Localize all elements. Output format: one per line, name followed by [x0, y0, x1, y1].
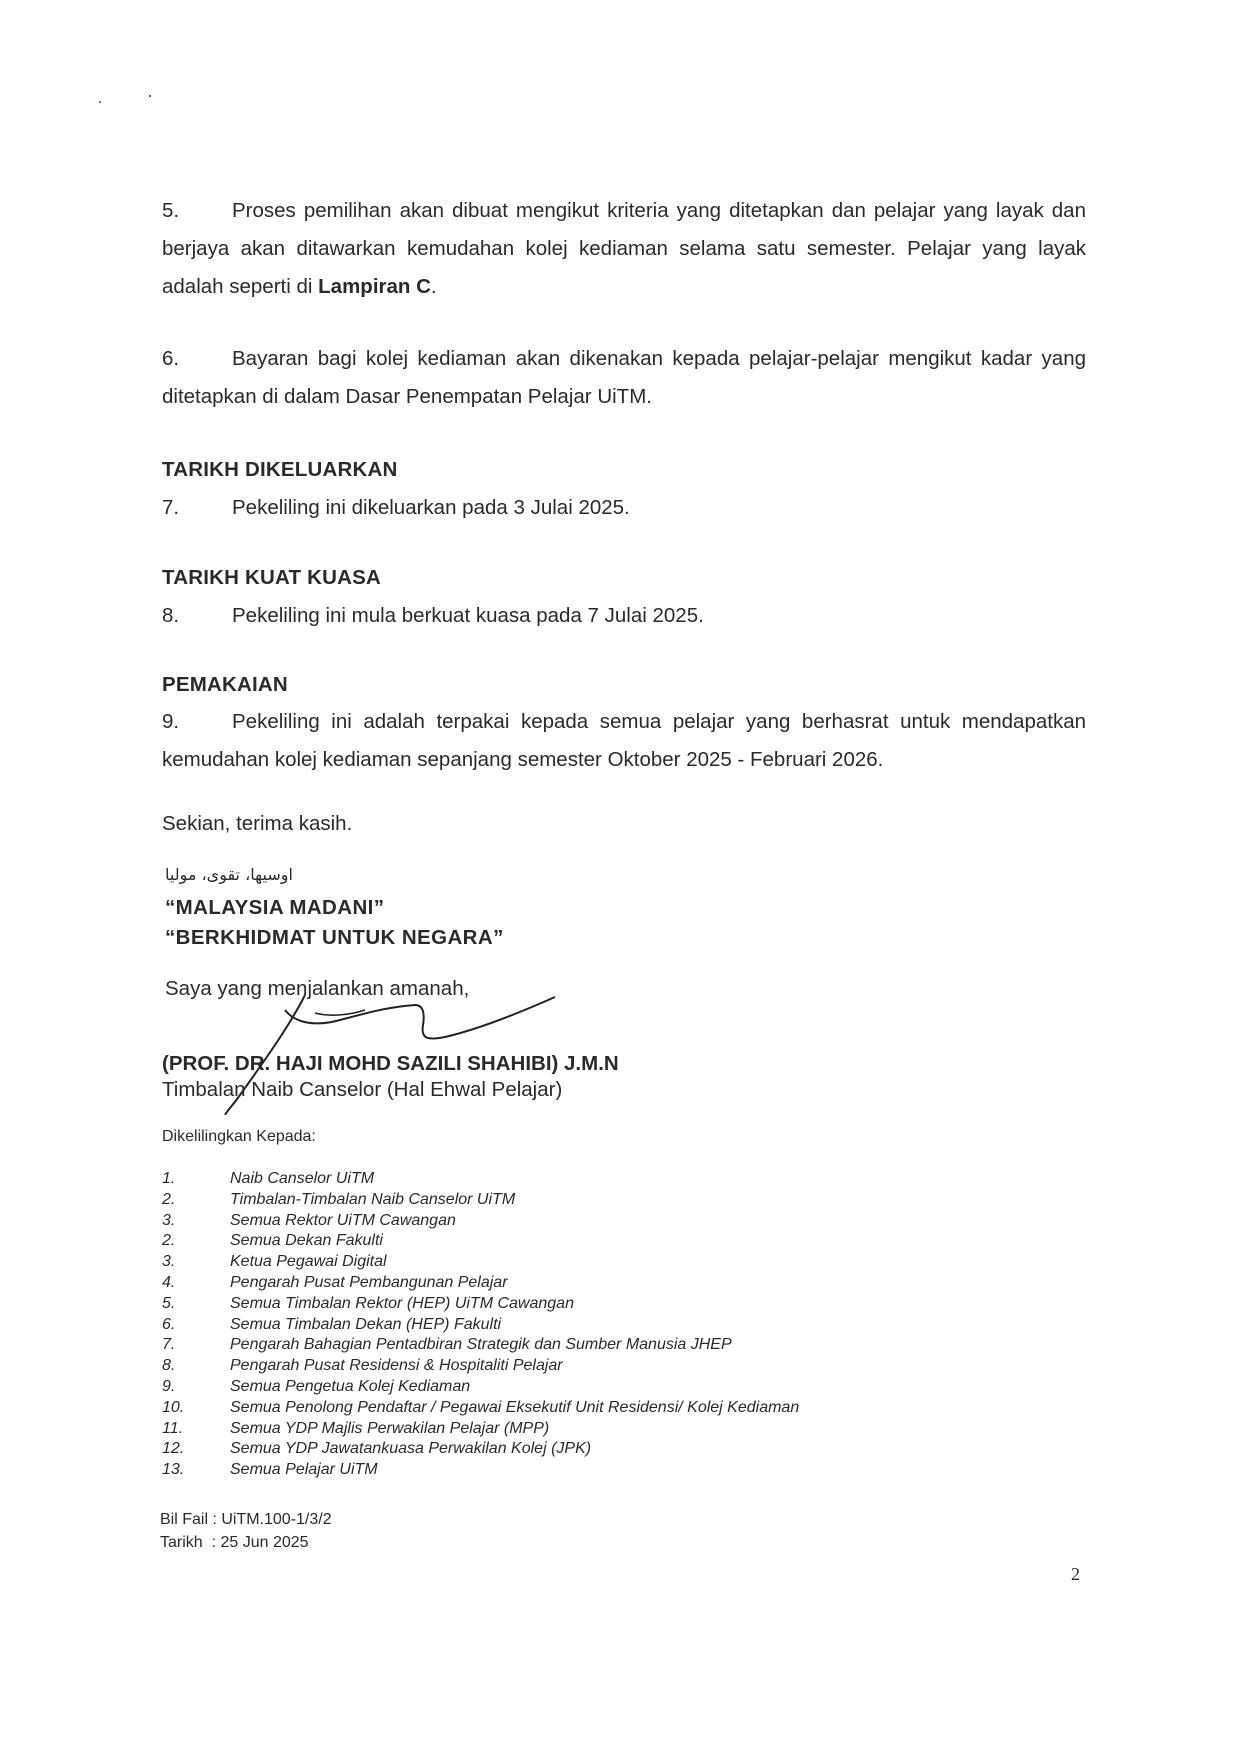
paragraph-text: Pekeliling ini dikeluarkan pada 3 Julai 2025.	[232, 496, 630, 519]
list-item: 1. Naib Canselor UiTM	[162, 1170, 375, 1187]
paragraph-number: 7.	[162, 496, 180, 519]
list-item: 7. Pengarah Bahagian Pentadbiran Strategik dan Sumber Manusia JHEP	[162, 1336, 732, 1354]
paragraph-5	[162, 192, 1086, 306]
paragraph-number: 8.	[162, 604, 180, 627]
closing-line: Sekian, terima kasih.	[162, 812, 353, 835]
file-reference: Bil Fail : UiTM.100-1/3/2	[160, 1511, 332, 1528]
motto-line: “BERKHIDMAT UNTUK NEGARA”	[165, 926, 504, 949]
file-date: Tarikh : 25 Jun 2025	[160, 1534, 309, 1551]
appendix-reference: Lampiran C	[318, 275, 431, 298]
distribution-list	[162, 1169, 799, 1481]
paragraph-6	[162, 340, 1086, 416]
paragraph-number: 9.	[162, 710, 180, 733]
paragraph-7	[162, 496, 1086, 520]
paragraph-text: Pekeliling ini adalah terpakai kepada semua pelajar yang berhasrat untuk mendapatkan kemudahan kolej kediaman sepanjang semester Oktober 2025 - Februari 2026.	[162, 710, 1086, 771]
list-item: 12. Semua YDP Jawatankuasa Perwakilan Kolej (JPK)	[162, 1440, 592, 1458]
list-item: 11. Semua YDP Majlis Perwakilan Pelajar (MPP)	[162, 1419, 550, 1437]
arabic-motto: اوسيها، تقوى، موليا	[165, 865, 293, 884]
paragraph-8	[162, 604, 1086, 628]
list-item: 4. Pengarah Pusat Pembangunan Pelajar	[162, 1273, 508, 1291]
paragraph-number: 6.	[162, 347, 180, 370]
list-item: 3. Ketua Pegawai Digital	[162, 1253, 387, 1271]
paragraph-text: Bayaran bagi kolej kediaman akan dikenakan kepada pelajar-pelajar mengikut kadar yang ditetapkan di dalam Dasar Penempatan Pelajar UiTM.	[162, 347, 1086, 408]
motto-line: “MALAYSIA MADANI”	[165, 896, 385, 919]
list-item: 3. Semua Rektor UiTM Cawangan	[162, 1211, 456, 1229]
scan-specks	[95, 88, 155, 108]
list-item: 5. Semua Timbalan Rektor (HEP) UiTM Cawangan	[162, 1294, 574, 1312]
paragraph-text: Proses pemilihan akan dibuat mengikut kriteria yang ditetapkan dan pelajar yang layak dan berjaya akan ditawarkan kemudahan kolej kediaman selama satu semester. Pelajar yang layak adalah seperti di	[162, 199, 1086, 298]
list-item: 8. Pengarah Pusat Residensi & Hospitaliti Pelajar	[162, 1357, 563, 1375]
signatory-title: Timbalan Naib Canselor (Hal Ehwal Pelajar)	[162, 1078, 563, 1101]
paragraph-9	[162, 703, 1086, 779]
list-item: 2. Semua Dekan Fakulti	[162, 1232, 383, 1250]
distribution-label: Dikelilingkan Kepada:	[162, 1128, 316, 1145]
list-item: 10. Semua Penolong Pendaftar / Pegawai Eksekutif Unit Residensi/ Kolej Kediaman	[162, 1398, 800, 1416]
paragraph-number: 5.	[162, 199, 180, 222]
section-heading: TARIKH KUAT KUASA	[162, 566, 382, 589]
file-info	[160, 1508, 332, 1554]
paragraph-text: Pekeliling ini mula berkuat kuasa pada 7 Julai 2025.	[232, 604, 704, 627]
section-heading: TARIKH DIKELUARKAN	[162, 458, 398, 481]
list-item: 13. Semua Pelajar UiTM	[162, 1461, 378, 1479]
sign-off: Saya yang menjalankan amanah,	[165, 977, 470, 1000]
list-item: 9. Semua Pengetua Kolej Kediaman	[162, 1377, 471, 1395]
list-item: 6. Semua Timbalan Dekan (HEP) Fakulti	[162, 1315, 502, 1333]
page-number: 2	[1071, 1564, 1080, 1584]
section-heading: PEMAKAIAN	[162, 673, 288, 696]
paragraph-text-end: .	[430, 275, 437, 298]
list-item: 2. Timbalan-Timbalan Naib Canselor UiTM	[162, 1190, 516, 1208]
signatory-name: (PROF. DR. HAJI MOHD SAZILI SHAHIBI) J.M.N	[162, 1052, 619, 1075]
